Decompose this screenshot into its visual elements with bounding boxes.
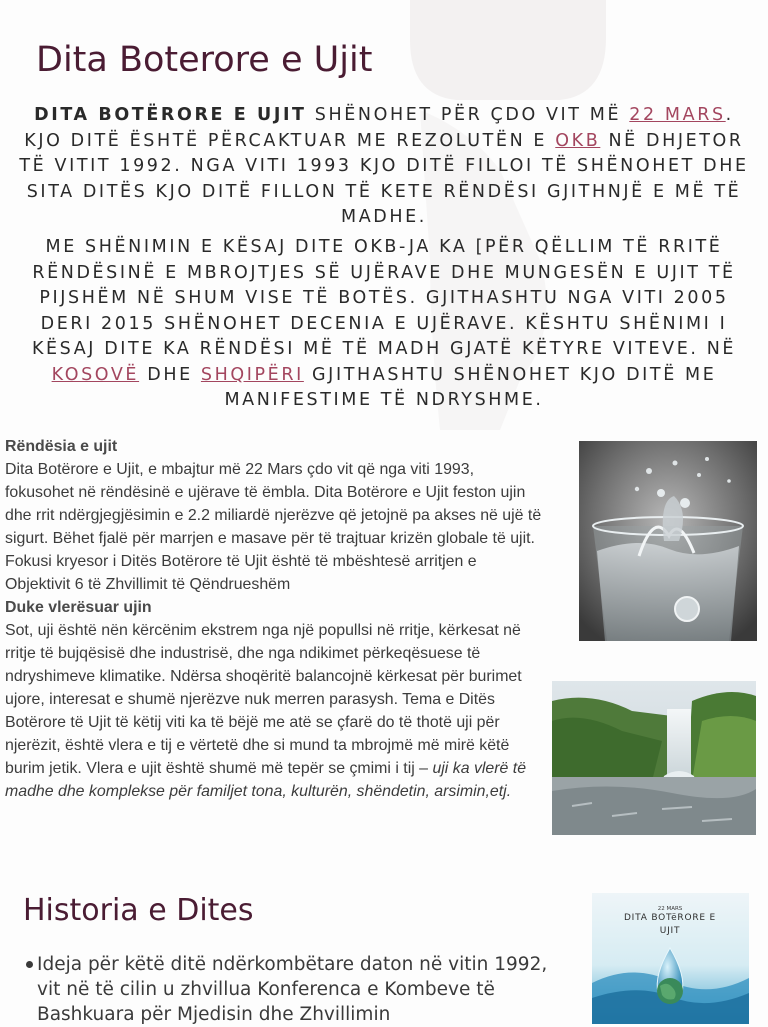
paragraph-rendesia: Dita Botërore e Ujit, e mbajtur më 22 Mars çdo vit që nga viti 1993, fokusohet në rëndësinë e ujërave të ëmbla. Dita Botërore e Ujit feston ujin dhe rrit ndërgjegjësimin e 2.2 miliardë njerëzve që jetojnë pa akses në ujë të sigurt. Bëhet fjalë për marrjen e masave për të trajtuar krizën globale të ujit. Fokusi kryesor i Ditës Botërore të Ujit është të mbështesë arritjen e Objektivit 6 të Zhvillimit të Qëndrueshëm (5, 461, 542, 593)
water-glass-photo (579, 441, 757, 641)
bullet-text: Ideja për këtë ditë ndërkombëtare daton në vitin 1992, vit në të cilin u zhvillua Konferenca e Kombeve të Bashkuara për Mjedisin dhe Zhvillimin (37, 954, 548, 1025)
intro-text: NË DHJETOR TË VITIT 1992. NGA VITI 1993 KJO DITË FILLOI TË SHËNOHET DHE SITA DITËS KJO DITË FILLON TË KETE RËNDËSI GJITHNJË E MË TË MADHE. (19, 130, 749, 227)
paragraph-vlera (5, 619, 545, 803)
intro-paragraph (14, 103, 754, 231)
intro-text: SHËNOHET PËR ÇDO VIT MË (306, 105, 630, 125)
intro-text: . KJO DITË ËSHTË PËRCAKTUAR ME REZOLUTËN E (24, 105, 734, 151)
waterfall-photo (552, 681, 756, 835)
okb-text: DHE (139, 364, 201, 385)
slide-title-dita-boterore: Dita Boterore e Ujit (36, 40, 373, 80)
link-shqiperi[interactable]: SHQIPËRI (200, 364, 304, 385)
heading-duke-vleresuar-ujin: Duke vlerësuar ujin (5, 599, 152, 616)
article-body (5, 435, 545, 803)
paragraph-vlera-italic: uji ka vlerë të madhe dhe komplekse për familjet tona, kulturën, shëndetin, arsimin,etj. (5, 760, 527, 800)
slide-title-historia: Historia e Dites (23, 893, 254, 928)
link-22-mars[interactable]: 22 MARS (629, 105, 726, 125)
intro-bold-lead: DITA BOTËRORE E UJIT (34, 105, 307, 125)
history-bullet-list (26, 952, 566, 1027)
okb-paragraph (14, 235, 754, 414)
link-okb[interactable]: OKB (555, 130, 601, 151)
okb-text: ME SHËNIMIN E KËSAJ DITE OKB-JA KA [PËR QËLLIM TË RRITË RËNDËSINË E MBROJTJES SË UJËRAVE DHE MUNGESËN E UJIT TË PIJSHËM NË SHUM VISE TË BOTËS. GJITHASHTU NGA VITI 2005 DERI 2015 SHËNOHET DECENIA E UJËRAVE. KËSHTU SHËNIMI I KËSAJ DITE KA RËNDËSI MË TË MADH GJATË KËTYRE VITEVE. NË (31, 237, 737, 359)
heading-rendesia-e-ujit: Rëndësia e ujit (5, 438, 118, 455)
poster-thumbnail (592, 893, 749, 1024)
poster-title-line2: UJIT (659, 926, 681, 936)
poster-title-line1: DITA BOTëRORE E (623, 913, 717, 923)
okb-text: GJITHASHTU SHËNOHET KJO DITË ME MANIFESTIME TË NDRYSHME. (224, 364, 717, 410)
poster-date: 22 MARS (657, 906, 683, 912)
paragraph-vlera-text: Sot, uji është nën kërcënim ekstrem nga një popullsi në rritje, kërkesat në rritje të bujqësisë dhe industrisë, dhe nga ndikimet përkeqësuese të ndryshimeve klimatike. Ndërsa shoqëritë balancojnë kërkesat për burimet ujore, interesat e shumë njerëzve nuk merren parasysh. Tema e Ditës Botërore të Ujit të këtij viti ka të bëjë me atë se çfarë do të thotë uji për njerëzit, është vlera e tij e vërtetë dhe si mund ta mbrojmë më mirë këtë burim jetik. Vlera e ujit është shumë më tepër se çmimi i tij – (5, 622, 522, 777)
link-kosove[interactable]: KOSOVË (51, 364, 140, 385)
list-item (26, 952, 566, 1027)
